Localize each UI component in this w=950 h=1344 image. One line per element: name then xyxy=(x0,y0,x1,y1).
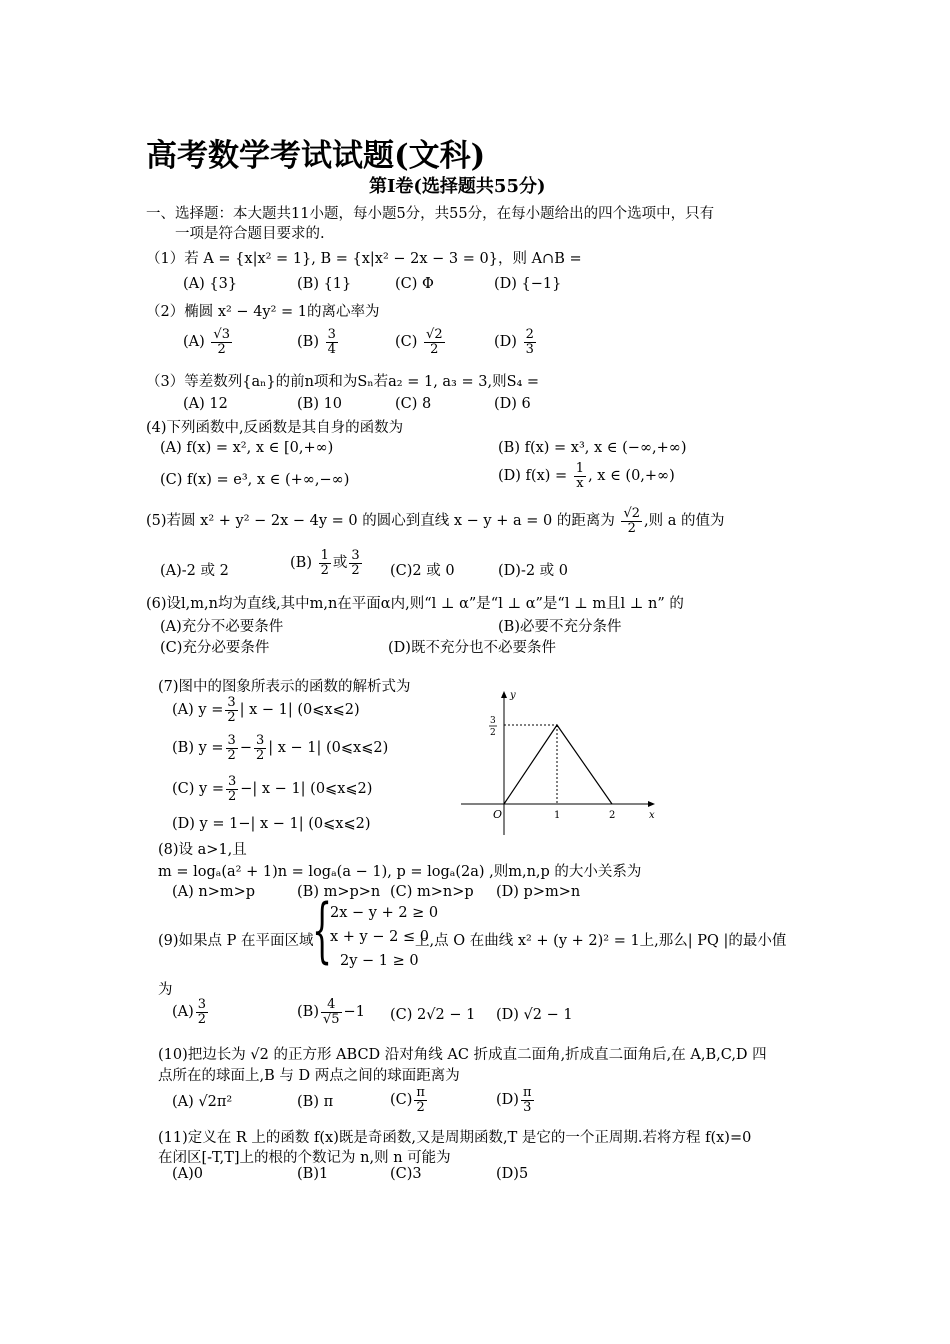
q4-d-den: x xyxy=(576,475,584,491)
q7-graph xyxy=(455,685,670,835)
q5-stem-pre: (5)若圆 x² + y² − 2x − 4y = 0 的圆心到直线 x − y + a = 0 的距离为 xyxy=(146,513,615,530)
q5-b-num1: 1 xyxy=(320,548,329,563)
q5-b-num2: 3 xyxy=(351,548,360,563)
q10-option-d xyxy=(496,1086,536,1114)
q7-a-den: 2 xyxy=(227,709,236,725)
q1-stem: （1）若 A = {x|x² = 1}, B = {x|x² − 2x − 3 = 0}，则 A∩B = xyxy=(146,251,582,267)
q4-d-post: , x ∈ (0,+∞) xyxy=(588,468,675,485)
q7-stem: (7)图中的图象所表示的函数的解析式为 xyxy=(158,679,411,695)
q8-option-c: (C) m>n>p xyxy=(390,884,474,900)
function-graph-line xyxy=(504,725,612,804)
q7-option-d: (D) y = 1−| x − 1| (0⩽x⩽2) xyxy=(172,816,371,832)
q8-stem-2: m = logₐ(a² + 1)n = logₐ(a − 1), p = logₐ(2a) ,则m,n,p 的大小关系为 xyxy=(158,864,642,880)
q5-option-d: (D)-2 或 0 xyxy=(498,563,569,579)
q1-option-d: (D) {−1} xyxy=(494,276,562,292)
q5-b-den2: 2 xyxy=(351,562,360,578)
q10-option-c xyxy=(390,1086,429,1114)
system-brace-icon: { xyxy=(312,889,333,971)
q4-option-b: (B) f(x) = x³, x ∈ (−∞,+∞) xyxy=(498,440,687,456)
q7-c-den: 2 xyxy=(227,788,237,804)
q9-b-post: −1 xyxy=(343,1004,365,1021)
q10-c-den: 2 xyxy=(416,1099,425,1115)
y-tick-den: 2 xyxy=(490,728,496,738)
x-tick-1: 1 xyxy=(554,810,561,821)
q2-option-c-label: (C) xyxy=(395,334,418,351)
q5-stem-num: √2 xyxy=(623,506,640,521)
q2-option-a-label: (A) xyxy=(183,334,205,351)
q10-d-pre: (D) xyxy=(496,1092,519,1109)
q9-stem-pre: (9)如果点 P 在平面区域 xyxy=(158,933,314,949)
x-axis xyxy=(461,801,655,807)
q2-a-num: √3 xyxy=(213,327,230,342)
intro-line-1: 一、选择题：本大题共11小题，每小题5分，共55分，在每小题给出的四个选项中，只有 xyxy=(146,206,715,222)
q9-a-pre: (A) xyxy=(172,1004,194,1021)
q4-d-num: 1 xyxy=(575,461,585,476)
q2-stem: （2）椭圆 x² − 4y² = 1的离心率为 xyxy=(146,304,380,320)
q7-c-pre: (C) y = xyxy=(172,781,224,798)
q2-option-a xyxy=(183,328,234,356)
y-axis-label: y xyxy=(510,690,516,701)
y-axis-arrow-icon xyxy=(501,691,507,698)
q7-a-pre: (A) y = xyxy=(172,702,224,719)
q1-option-c: (C) Φ xyxy=(395,276,434,292)
q4-option-c: (C) f(x) = e³, x ∈ (+∞,−∞) xyxy=(160,472,350,488)
q4-stem: (4)下列函数中,反函数是其自身的函数为 xyxy=(146,420,404,436)
q8-option-a: (A) n>m>p xyxy=(172,884,256,900)
q7-b-mid: − xyxy=(239,740,252,757)
q5-option-b xyxy=(290,549,364,577)
q2-d-den: 3 xyxy=(525,341,534,357)
x-axis-label: x xyxy=(649,810,655,821)
q5-stem-den: 2 xyxy=(627,520,636,536)
q5-b-pre: (B) xyxy=(290,555,312,572)
q6-option-d: (D)既不充分也不必要条件 xyxy=(388,640,556,656)
q11-line-1: (11)定义在 R 上的函数 f(x)既是奇函数,又是周期函数,T 是它的一个正周期.若将方程 f(x)=0 xyxy=(158,1130,752,1146)
q9-option-a xyxy=(172,998,210,1026)
q7-b-den: 2 xyxy=(227,747,236,763)
q10-option-b: (B) π xyxy=(297,1094,334,1110)
q10-d-num: π xyxy=(522,1085,532,1100)
q2-option-b xyxy=(297,328,340,356)
origin-label: O xyxy=(493,808,503,821)
q5-stem-post: ,则 a 的值为 xyxy=(644,513,725,530)
q5-stem xyxy=(146,507,724,535)
q11-option-c: (C)3 xyxy=(390,1166,422,1182)
q3-option-a: (A) 12 xyxy=(183,396,228,412)
q7-c-post: −| x − 1| (0⩽x⩽2) xyxy=(240,781,373,798)
q2-c-den: 2 xyxy=(430,341,439,357)
q3-option-c: (C) 8 xyxy=(395,396,432,412)
q4-option-d xyxy=(498,462,675,490)
q7-a-num: 3 xyxy=(227,695,236,710)
q2-c-num: √2 xyxy=(426,327,443,342)
q2-b-den: 4 xyxy=(327,341,336,357)
q10-line-1: (10)把边长为 √2 的正方形 ABCD 沿对角线 AC 折成直二面角,折成直二面角后,在 A,B,C,D 四 xyxy=(158,1047,767,1063)
section-heading: 第Ⅰ卷(选择题共55分) xyxy=(369,176,546,197)
q9-a-num: 3 xyxy=(197,997,207,1012)
q7-b-num2: 3 xyxy=(255,733,265,748)
q2-option-b-label: (B) xyxy=(297,334,319,351)
q7-b-num: 3 xyxy=(227,733,236,748)
q10-c-num: π xyxy=(416,1085,425,1100)
q2-b-num: 3 xyxy=(327,327,336,342)
q1-option-a: (A) {3} xyxy=(183,276,238,292)
q5-b-mid: 或 xyxy=(332,555,348,572)
q5-b-den1: 2 xyxy=(320,562,329,578)
q2-option-d xyxy=(494,328,538,356)
q7-option-b xyxy=(172,734,388,762)
q9-option-b xyxy=(297,998,365,1026)
q9-system-3: 2y − 1 ≥ 0 xyxy=(340,953,419,969)
q11-option-a: (A)0 xyxy=(172,1166,204,1182)
q7-option-c xyxy=(172,775,372,803)
q7-a-post: | x − 1| (0⩽x⩽2) xyxy=(239,702,360,719)
x-axis-arrow-icon xyxy=(648,801,655,807)
q4-option-a: (A) f(x) = x², x ∈ [0,+∞) xyxy=(160,440,334,456)
q9-a-den: 2 xyxy=(197,1011,207,1027)
q7-b-post: | x − 1| (0⩽x⩽2) xyxy=(268,740,389,757)
x-tick-2: 2 xyxy=(609,810,616,821)
q3-option-b: (B) 10 xyxy=(297,396,343,412)
q10-line-2: 点所在的球面上,B 与 D 两点之间的球面距离为 xyxy=(158,1068,460,1084)
q9-system-2: x + y − 2 ≤ 0 xyxy=(330,929,429,945)
q2-option-d-label: (D) xyxy=(494,334,517,351)
q4-d-pre: (D) f(x) = xyxy=(498,468,568,485)
q3-stem: （3）等差数列{aₙ}的前n项和为Sₙ若a₂ = 1, a₃ = 3,则S₄ = xyxy=(146,374,540,390)
q7-option-a xyxy=(172,696,360,724)
q8-option-d: (D) p>m>n xyxy=(496,884,581,900)
q9-b-num: 4 xyxy=(321,998,342,1013)
q7-b-den2: 2 xyxy=(255,747,265,763)
q3-option-d: (D) 6 xyxy=(494,396,531,412)
q5-option-a: (A)-2 或 2 xyxy=(160,563,229,579)
q8-stem-1: (8)设 a>1,且 xyxy=(158,842,247,858)
intro-line-2: 一项是符合题目要求的. xyxy=(175,226,325,242)
q2-a-den: 2 xyxy=(217,341,226,357)
q6-option-b: (B)必要不充分条件 xyxy=(498,619,622,635)
q11-option-b: (B)1 xyxy=(297,1166,329,1182)
q9-b-pre: (B) xyxy=(297,1004,319,1021)
q5-option-c: (C)2 或 0 xyxy=(390,563,455,579)
q9-stem-post: 上,点 O 在曲线 x² + (y + 2)² = 1上,那么| PQ |的最小值 xyxy=(415,933,787,949)
q1-option-b: (B) {1} xyxy=(297,276,352,292)
q2-d-num: 2 xyxy=(525,327,534,342)
q11-option-d: (D)5 xyxy=(496,1166,529,1182)
q6-option-c: (C)充分必要条件 xyxy=(160,640,270,656)
q10-c-pre: (C) xyxy=(390,1092,413,1109)
q11-line-2: 在闭区[-T,T]上的根的个数记为 n,则 n 可能为 xyxy=(158,1150,451,1166)
page-title: 高考数学考试试题(文科) xyxy=(146,138,486,174)
q9-option-c: (C) 2√2 − 1 xyxy=(390,1007,476,1023)
q8-option-b: (B) m>p>n xyxy=(297,884,381,900)
q2-option-c xyxy=(395,328,447,356)
q10-option-a: (A) √2π² xyxy=(172,1094,233,1110)
y-tick-num: 3 xyxy=(490,716,496,726)
q6-option-a: (A)充分不必要条件 xyxy=(160,619,284,635)
q10-d-den: 3 xyxy=(523,1099,532,1115)
q9-stem-end: 为 xyxy=(158,982,173,998)
q9-option-d: (D) √2 − 1 xyxy=(496,1007,573,1023)
q7-b-pre: (B) y = xyxy=(172,740,224,757)
q9-system-1: 2x − y + 2 ≥ 0 xyxy=(330,905,439,921)
q9-b-den: √5 xyxy=(322,1011,340,1027)
q6-stem: (6)设l,m,n均为直线,其中m,n在平面α内,则“l ⊥ α”是“l ⊥ α”是“l ⊥ m且l ⊥ n” 的 xyxy=(146,596,684,612)
q7-c-num: 3 xyxy=(227,774,237,789)
